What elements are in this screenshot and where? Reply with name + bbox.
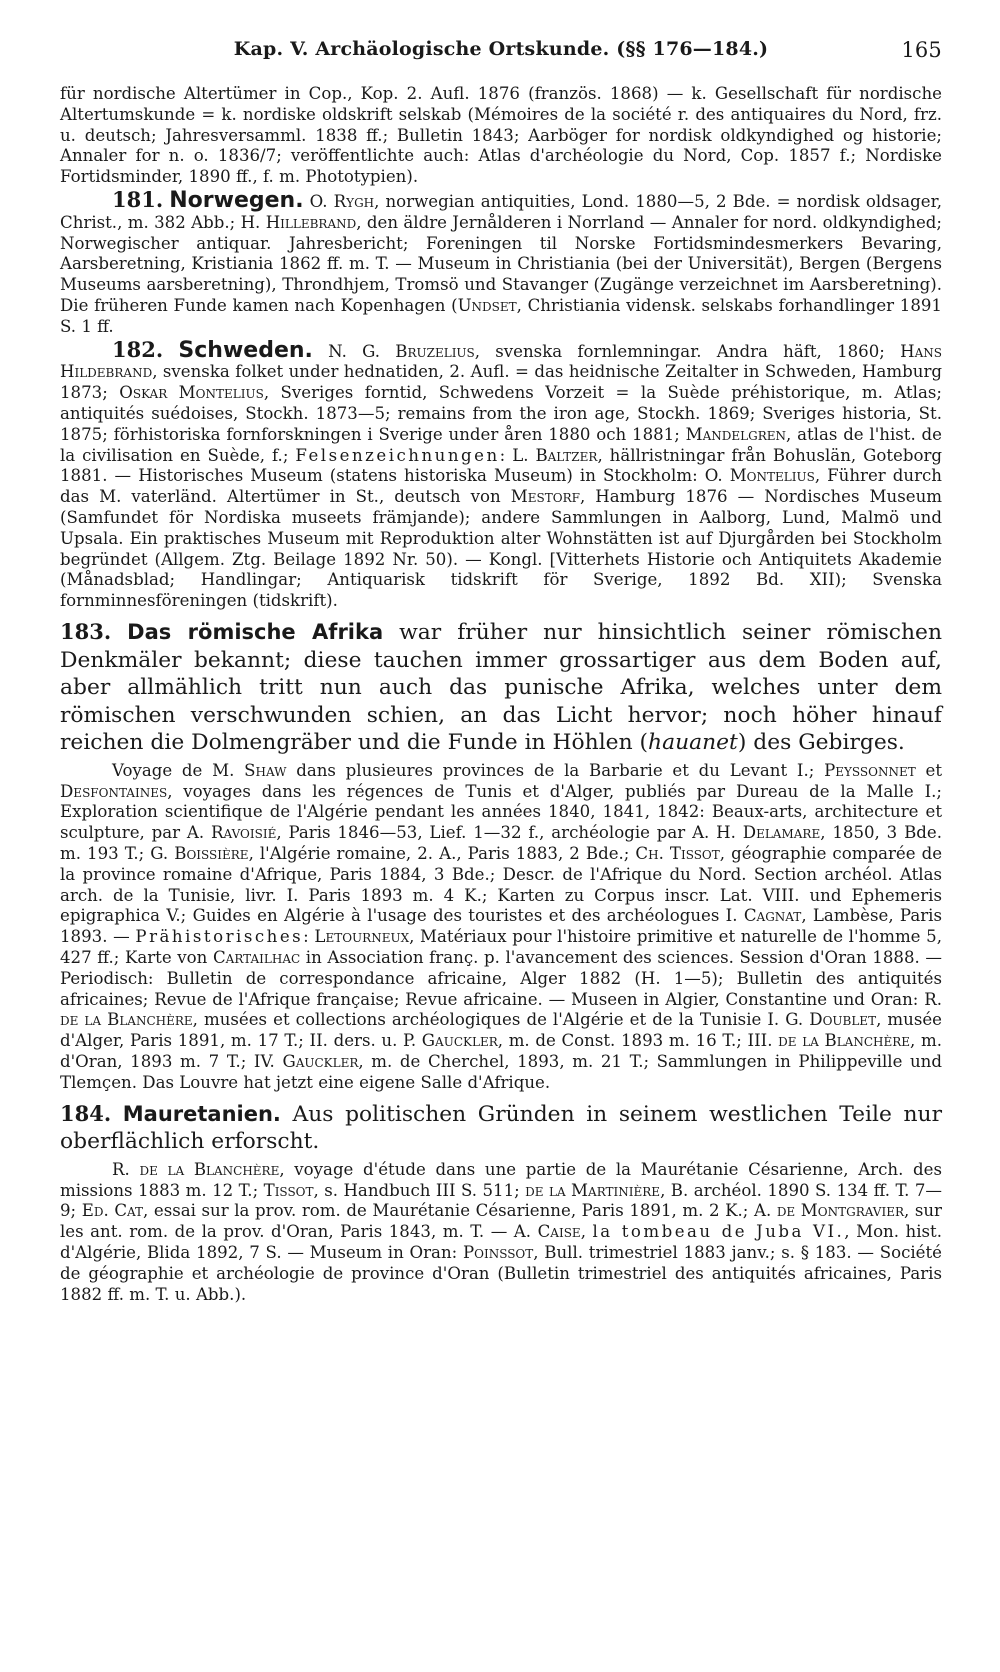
author-name: Delamare [742,823,821,843]
page-number: 165 [901,38,942,62]
author-name: Caise [537,1222,581,1242]
section-number: 182. [112,336,164,362]
section-181: 181. Norwegen. O. Rygh, norwegian antiquities, Lond. 1880—5, 2 Bde. = nordisk oldsager, Christ., m. 382 Abb.; H. Hillebrand, den äldre Jernålderen i Norrland — Annaler for nord. oldkyndighed; Norwegischer antiquar. Jahresbericht; Foreningen til Norske Fortidsmindesmerkers Bevaring, Aarsberetning, Kristiania 1862 ff. m. T. — Museum in Christiania (bei der Universität), Bergen (Bergens Museums aarsberetning), Throndhjem, Tromsö und Stavanger (Zugänge verzeichnet im Aarsberetning). Die früheren Funde kamen nach Kopenhagen (Undset, Christiania vidensk. selskabs forhandlinger 1891 S. 1 ff. [60,186,942,336]
author-name: Undset [457,295,517,315]
running-head [60,38,942,78]
spaced-term: la tombeau de Juba VI. [592,1222,845,1242]
author-name: Gauckler [421,1031,498,1051]
section-184-bibliography: R. de la Blanchère, voyage d'étude dans une partie de la Maurétanie Césarienne, Arch. des missions 1883 m. 12 T.; Tissot, s. Handbuch III S. 511; de la Martinière, B. archéol. 1890 S. 134 ff. T. 7—9; Ed. Cat, essai sur la prov. rom. de Maurétanie Césarienne, Paris 1891, m. 2 K.; A. de Montgravier, sur les ant. rom. de la prov. d'Oran, Paris 1843, m. T. — A. Caise, la tombeau de Juba VI., Mon. hist. d'Algérie, Blida 1892, 7 S. — Museum in Oran: Poinssot, Bull. trimestriel 1883 janv.; s. § 183. — Société de géographie et archéologie de province d'Oran (Bulletin trimestriel des antiquités africaines, Paris 1882 ff. m. T. u. Abb.). [60,1159,943,1304]
author-name: Montelius [729,466,815,486]
author-name: Hans Hildebrand [60,341,942,382]
section-title: Schweden. [178,337,313,363]
section-184-intro: 184. Mauretanien. Aus politischen Gründen in seinem westlichen Teile nur oberflächlich erforscht. [60,1100,942,1155]
running-title: Kap. V. Archäologische Ortskunde. (§§ 176—184.) [233,38,769,60]
author-name: Bruzelius [395,341,475,361]
author-name: de Montgravier [776,1201,904,1221]
spaced-term: Prähistorisches [135,927,304,947]
author-name: de la Martinière [525,1180,661,1200]
spaced-term: Felsenzeichnungen [295,445,500,465]
author-name: Poinssot [462,1243,534,1263]
author-name: Baltzer [535,445,598,465]
section-title: Mauretanien. [122,1101,281,1126]
author-name: Shaw [244,760,287,780]
author-name: Oskar Montelius [119,383,264,403]
author-name: Cagnat [743,906,802,926]
author-name: Ed. Cat [81,1201,144,1221]
italic-term: hauanet [648,730,738,756]
author-name: Peyssonnet [824,760,916,780]
author-name: Cartailhac [212,948,301,968]
author-name: Ch. Tissot [635,844,720,864]
author-name: Doublet [809,1010,877,1030]
author-name: Boissière [174,844,249,864]
author-name: Tissot [263,1180,314,1200]
section-number: 183. [60,618,112,644]
author-name: Gauckler [282,1052,359,1072]
author-name: Hillebrand [265,212,357,232]
section-title: Norwegen. [169,187,304,213]
section-183-intro: 183. Das römische Afrika war früher nur hinsichtlich seiner römischen Denkmäler bekannt; diese tauchen immer grossartiger aus dem Boden auf, aber allmählich tritt nun auch das punische Afrika, welches unter dem römischen verschwunden schien, an das Licht hervor; noch höher hinauf reichen die Dolmengräber und die Funde in Höhlen (hauanet) des Gebirges. [60,618,942,756]
author-name: de la Blanchère [139,1159,280,1179]
author-name: Desfontaines [60,781,168,801]
section-183-bibliography: Voyage de M. Shaw dans plusieures provinces de la Barbarie et du Levant I.; Peyssonnet et Desfontaines, voyages dans les régences de Tunis et d'Alger, publiés par Dureau de la Malle I.; Exploration scientifique de l'Algérie pendant les années 1840, 1841, 1842: Beaux-arts, architecture et sculpture, par A. Ravoisié, Paris 1846—53, Lief. 1—32 f., archéologie par A. H. Delamare, 1850, 3 Bde. m. 193 T.; G. Boissière, l'Algérie romaine, 2. A., Paris 1883, 2 Bde.; Ch. Tissot, géographie comparée de la province romaine d'Afrique, Paris 1884, 3 Bde.; Descr. de l'Afrique du Nord. Section archéol. Atlas arch. de la Tunisie, livr. I. Paris 1893 m. 4 K.; Karten zu Corpus inscr. Lat. VIII. und Ephemeris epigraphica V.; Guides en Algérie à l'usage des touristes et des archéologues I. Cagnat, Lambèse, Paris 1893. — Prähistorisches: Letourneux, Matériaux pour l'histoire primitive et naturelle de l'homme 5, 427 ff.; Karte von Cartailhac in Association franç. p. l'avancement des sciences. Session d'Oran 1888. — Periodisch: Bulletin de correspondance africaine, Alger 1882 (H. 1—5); Bulletin des antiquités africaines; Revue de l'Afrique française; Revue africaine. — Museen in Algier, Constantine und Oran: R. de la Blanchère, musées et collections archéologiques de l'Algérie et de la Tunisie I. G. Doublet, musée d'Alger, Paris 1891, m. 17 T.; II. ders. u. P. Gauckler, m. de Const. 1893 m. 16 T.; III. de la Blanchère, m. d'Oran, 1893 m. 7 T.; IV. Gauckler, m. de Cherchel, 1893, m. 21 T.; Sammlungen in Philippeville und Tlemçen. Das Louvre hat jetzt eine eigene Salle d'Afrique. [60,760,943,1092]
author-name: Mestorf [510,487,580,507]
author-name: Rygh [333,191,375,211]
author-name: Letourneux [314,927,410,947]
author-name: de la Blanchère [778,1031,911,1051]
continued-paragraph: für nordische Altertümer in Cop., Kop. 2. Aufl. 1876 (französ. 1868) — k. Gesellschaft für nordische Altertumskunde = k. nordiske oldskrift selskab (Mémoires de la société r. des antiquaires du Nord, frz. u. deutsch; Jahresversamml. 1838 ff.; Bulletin 1843; Aarböger for nordisk oldkyndighed og historie; Annaler for n. o. 1836/7; veröffentlichte auch: Atlas d'archéologie du Nord, Cop. 1857 f.; Nordiske Fortidsminder, 1890 ff., f. m. Phototypien). [60,84,942,187]
author-name: Mandelgren [685,424,787,444]
author-name: de la Blanchère [60,1010,193,1030]
author-name: Ravoisié [211,823,277,843]
section-number: 184. [60,1100,112,1126]
section-number: 181. [112,186,164,212]
section-title: Das römische Afrika [127,619,384,644]
section-182: 182. Schweden. N. G. Bruzelius, svenska fornlemningar. Andra häft, 1860; Hans Hildebrand, svenska folket under hednatiden, 2. Aufl. = das heidnische Zeitalter in Schweden, Hamburg 1873; Oskar Montelius, Sveriges forntid, Schwedens Vorzeit = la Suède préhistorique, m. Atlas; antiquités suédoises, Stockh. 1873—5; remains from the iron age, Stockh. 1869; Sveriges historia, St. 1875; förhistoriska fornforskningen i Sverige under åren 1880 och 1881; Mandelgren, atlas de l'hist. de la civilisation en Suède, f.; Felsenzeichnungen: L. Baltzer, hällristningar från Bohuslän, Goteborg 1881. — Historisches Museum (statens historiska Museum) in Stockholm: O. Montelius, Führer durch das M. vaterländ. Altertümer in St., deutsch von Mestorf, Hamburg 1876 — Nordisches Museum (Samfundet för Nordiska museets främjande); andere Sammlungen in Aalborg, Lund, Malmö und Upsala. Ein praktisches Museum mit Reproduktion alter Wohnstätten ist auf Djurgården bei Stockholm begründet (Allgem. Ztg. Beilage 1892 Nr. 50). — Kongl. [Vitterhets Historie och Antiquitets Akademie (Månadsblad; Handlingar; Antiquarisk tidskrift för Sverige, 1892 Bd. XII); Svenska fornminnesföreningen (tidskrift). [60,336,943,611]
